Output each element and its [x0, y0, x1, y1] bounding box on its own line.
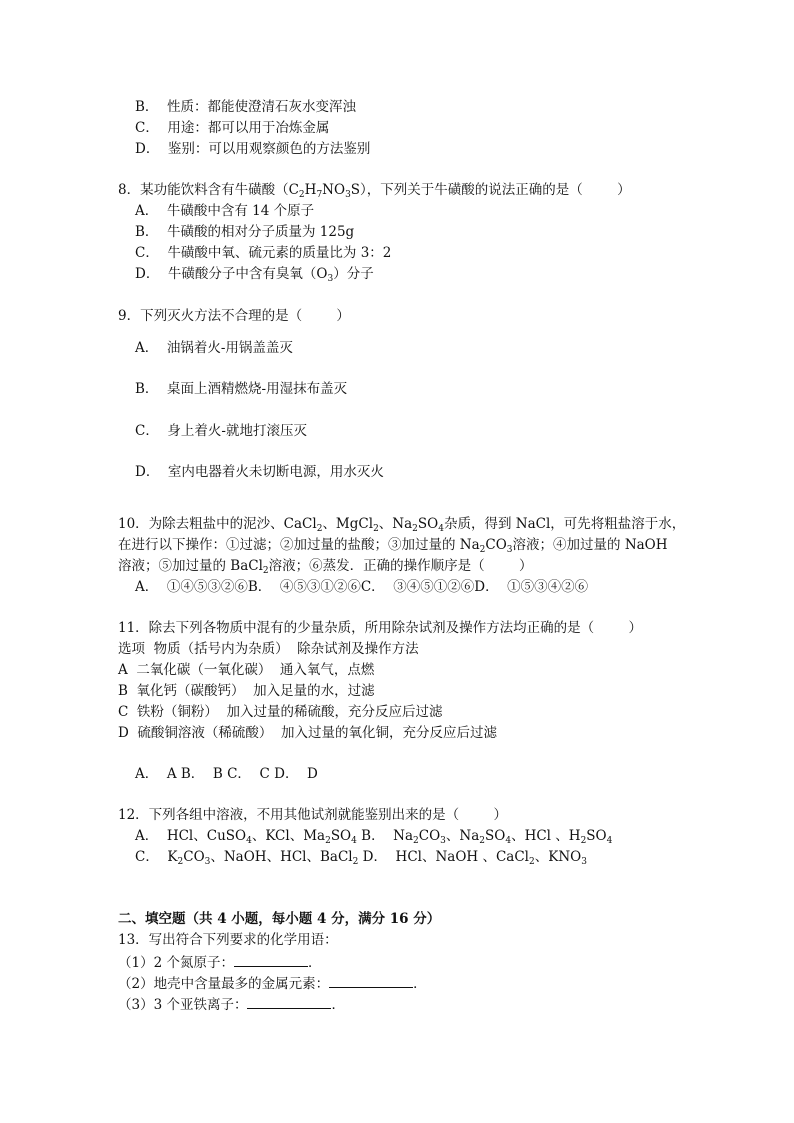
q11-stem: 11．除去下列各物质中混有的少量杂质，所用除杂试剂及操作方法均正确的是（ ） [118, 620, 643, 636]
q12-stem: 12．下列各组中溶液，不用其他试剂就能鉴别出来的是（ ） [118, 807, 508, 823]
q9-stem: 9．下列灭火方法不合理的是（ ） [118, 308, 350, 324]
answer-blank-1[interactable] [234, 952, 308, 967]
q7-option-d: D． 鉴别：可以用观察颜色的方法鉴别 [135, 141, 371, 157]
q11-row-d: D 硫酸铜溶液（稀硫酸） 加入过量的氧化铜，充分反应后过滤 [118, 725, 497, 741]
answer-blank-2[interactable] [329, 973, 413, 988]
q10-stem-line3: 溶液；⑤加过量的 BaCl$_2$溶液；⑥蒸发．正确的操作顺序是（ ） [118, 558, 533, 576]
q8-option-a: A． 牛磺酸中含有 14 个原子 [135, 203, 315, 219]
q13-item-1: （1）2 个氮原子： ． [118, 952, 321, 972]
q8-option-b: B． 牛磺酸的相对分子质量为 125g [135, 224, 355, 240]
q9-option-c: C． 身上着火-就地打滚压灭 [135, 423, 307, 439]
q9-option-a: A． 油锅着火-用锅盖盖灭 [135, 340, 293, 356]
q7-option-c: C． 用途：都可以用于冶炼金属 [135, 120, 330, 136]
q12-options-cd: C． $K_2CO_3$、NaOH、HCl、BaCl$_2$ D． HCl、NaOH 、CaCl$_2$、$KNO_3$ [135, 849, 587, 867]
q8-option-c: C． 牛磺酸中氧、硫元素的质量比为 3：2 [135, 245, 392, 261]
q11-options: A． A B． B C． C D． D [135, 766, 318, 782]
q13-item-3: （3）3 个亚铁离子： ． [118, 994, 345, 1014]
q10-stem-line1: 10．为除去粗盐中的泥沙、CaCl$_2$、MgCl$_2$、$Na_2SO_4$杂质，得到 NaCl，可先将粗盐溶于水， [118, 516, 686, 534]
q8-stem: 8．某功能饮料含有牛磺酸$(C_2H_7NO_3S)$，下列关于牛磺酸的说法正确的是（ ） [118, 182, 631, 200]
q11-table-header: 选项 物质（括号内为杂质） 除杂试剂及操作方法 [118, 641, 419, 657]
answer-blank-3[interactable] [247, 994, 331, 1009]
q8-option-d: D． 牛磺酸分子中含有臭氧$(O_3)$分子 [135, 266, 374, 284]
q13-item-2: （2）地壳中含量最多的金属元素： ． [118, 973, 427, 993]
q12-options-ab: A． HCl、CuSO$_4$、KCl、$Ma_2SO_4$ B． $Na_2CO_3$、$Na_2SO_4$、HCl 、$H_2SO_4$ [135, 828, 613, 846]
q7-option-b: B． 性质：都能使澄清石灰水变浑浊 [135, 99, 357, 115]
q11-row-b: B 氧化钙（碳酸钙） 加入足量的水，过滤 [118, 683, 375, 699]
q11-row-a: A 二氧化碳（一氧化碳） 通入氧气，点燃 [118, 662, 375, 678]
section-title-fill-in: 二、填空题（共 4 小题，每小题 4 分，满分 16 分） [118, 911, 441, 927]
q9-option-d: D． 室内电器着火未切断电源，用水灭火 [135, 464, 384, 480]
q13-stem: 13．写出符合下列要求的化学用语： [118, 932, 338, 948]
q10-stem-line2: 在进行以下操作：①过滤；②加过量的盐酸；③加过量的 $Na_2CO_3$溶液；④加过量的 NaOH [118, 537, 668, 555]
q9-option-b: B． 桌面上酒精燃烧-用湿抹布盖灭 [135, 381, 348, 397]
q11-row-c: C 铁粉（铜粉） 加入过量的稀硫酸，充分反应后过滤 [118, 704, 443, 720]
q10-options: A． ①④⑤③②⑥B． ④⑤③①②⑥C． ③④⑤①②⑥D． ①⑤③④②⑥ [135, 579, 589, 595]
